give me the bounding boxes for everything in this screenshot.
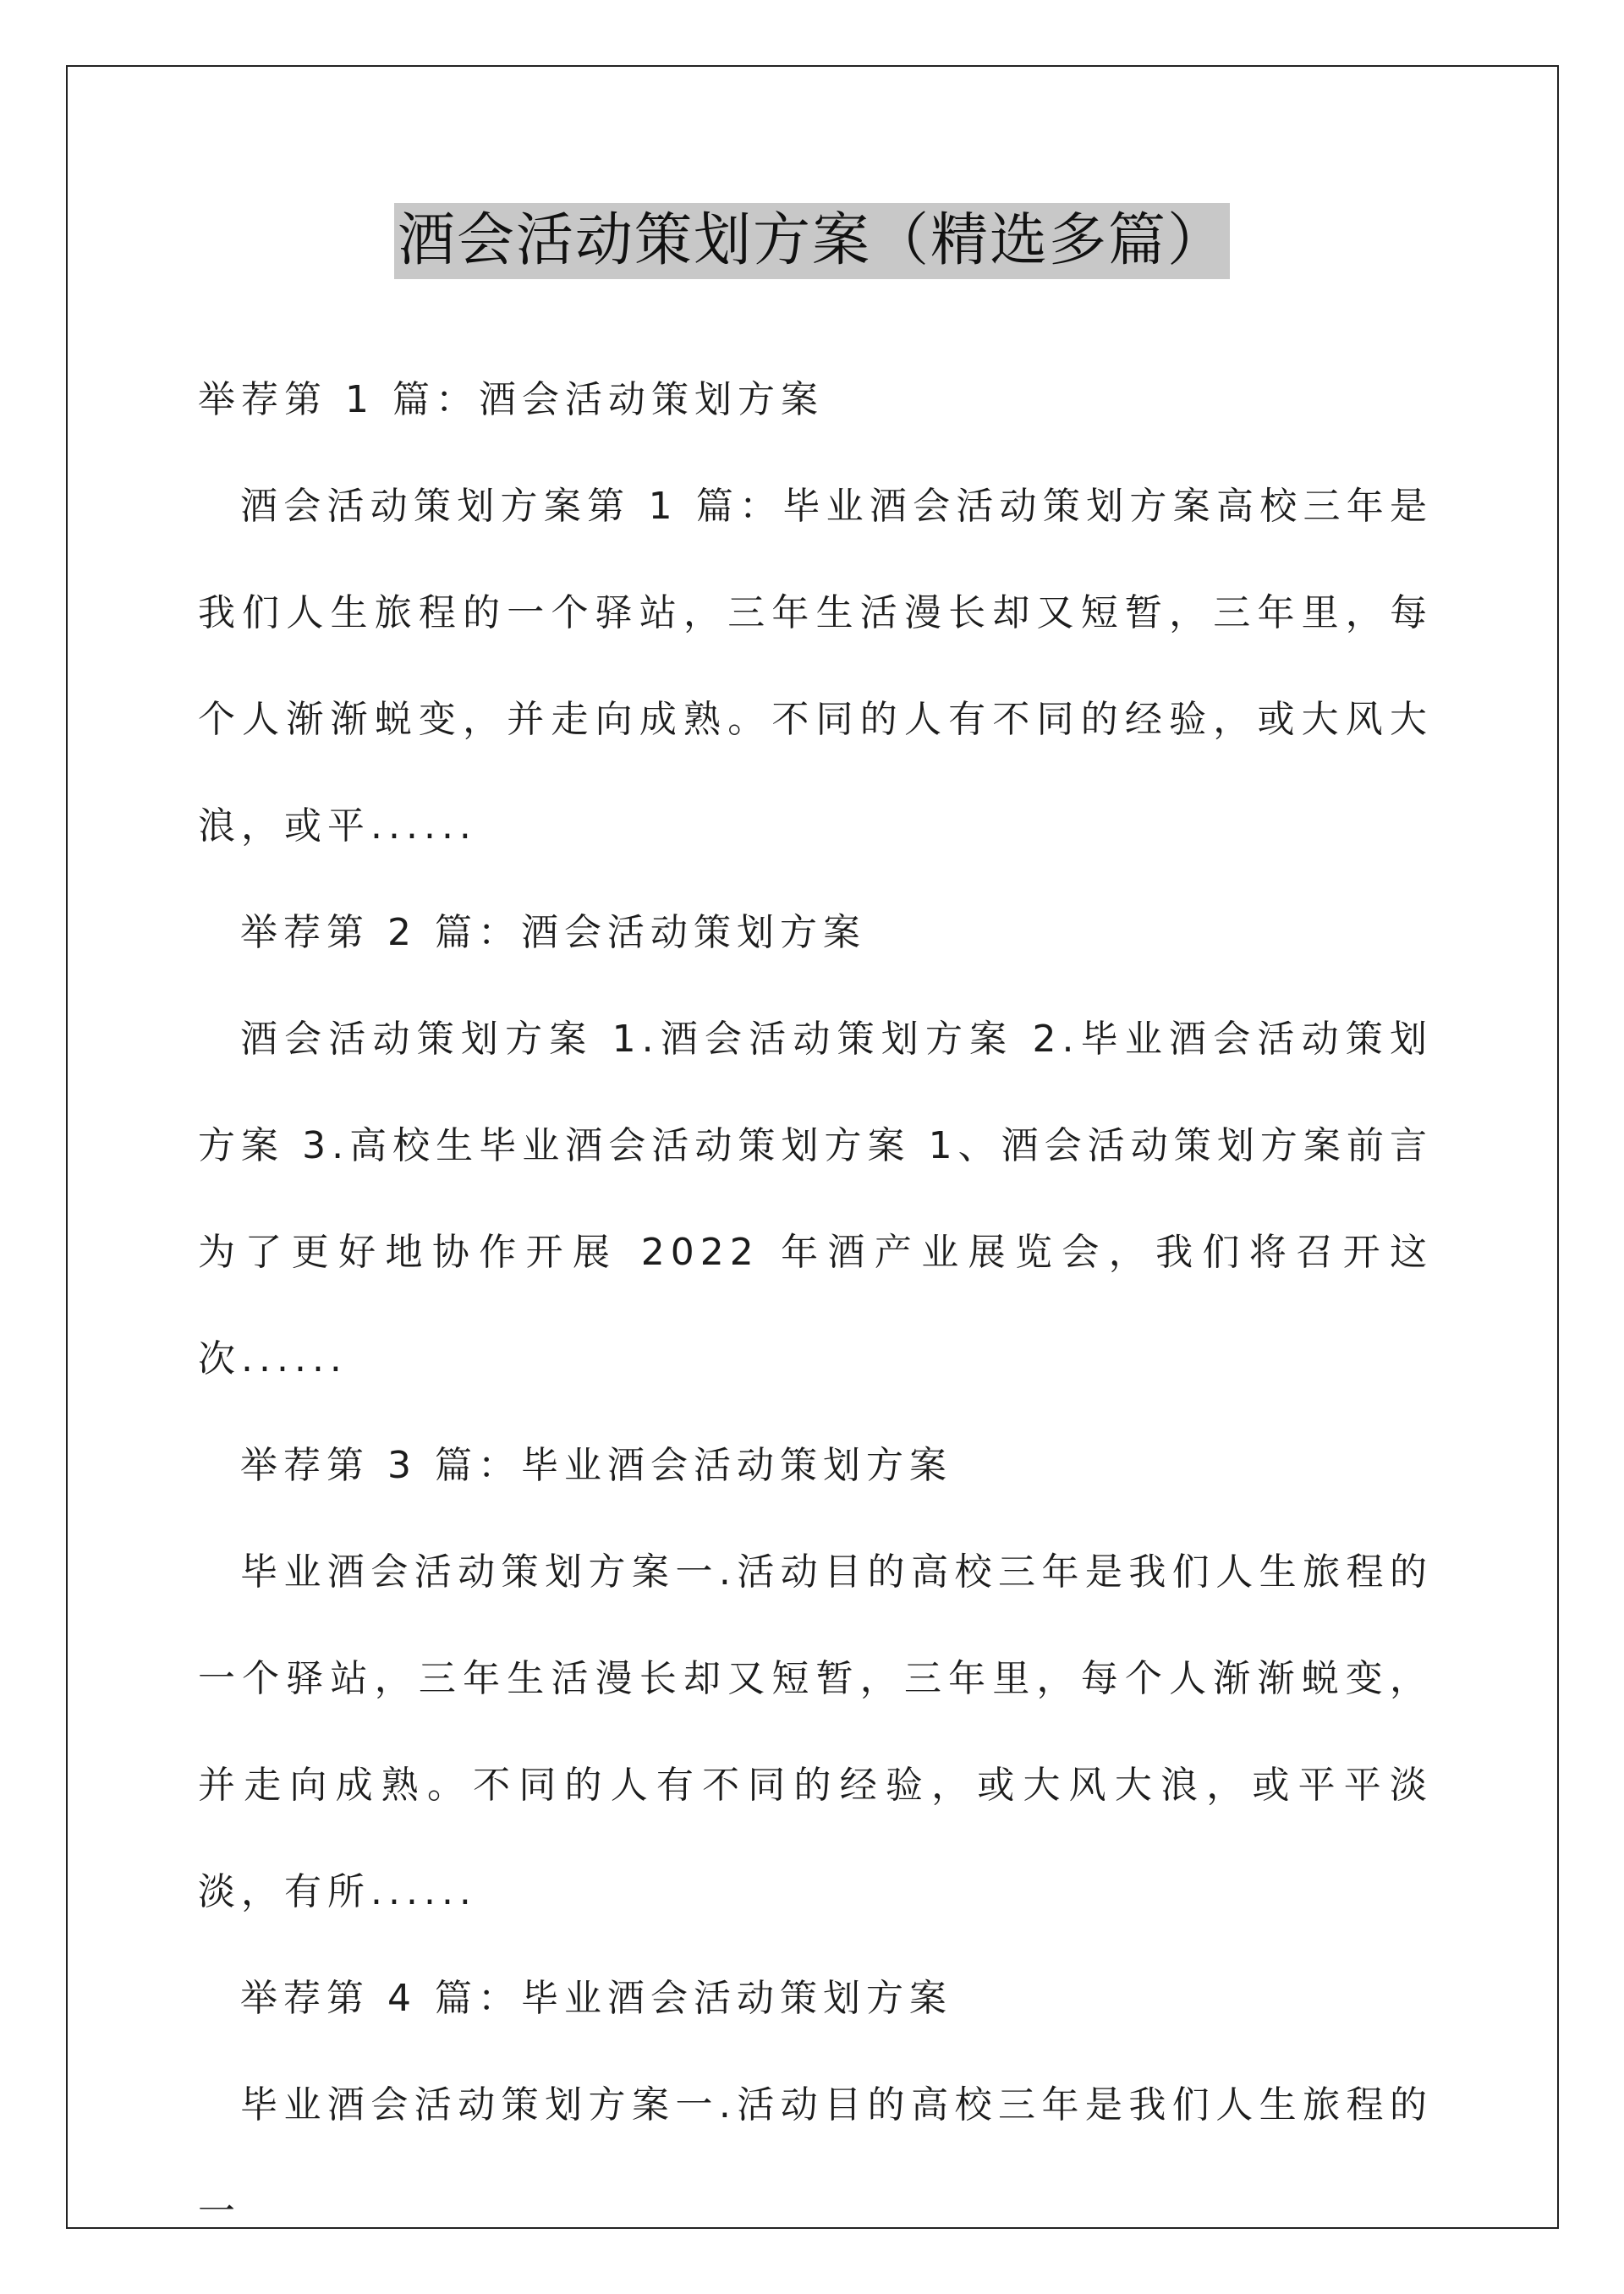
paragraph-4: 毕业酒会活动策划方案一.活动目的高校三年是我们人生旅程的一	[198, 2083, 1433, 2233]
paragraph-3: 毕业酒会活动策划方案一.活动目的高校三年是我们人生旅程的一个驿站，三年生活漫长却又短暂，三年里，每个人渐渐蜕变，并走向成熟。不同的人有不同的经验，或大风大浪，或平平淡淡，有所......	[198, 1550, 1433, 1913]
paragraph-2: 酒会活动策划方案 1.酒会活动策划方案 2.毕业酒会活动策划方案 3.高校生毕业酒会活动策划方案 1、酒会活动策划方案前言 为了更好地协作开展 2022 年酒产业展览会，我们将召开这次......	[198, 1018, 1433, 1380]
heading-recommend-2: 举荐第 2 篇：酒会活动策划方案	[240, 911, 866, 954]
heading-recommend-4: 举荐第 4 篇：毕业酒会活动策划方案	[240, 1977, 952, 2020]
heading-recommend-1: 举荐第 1 篇：酒会活动策划方案	[198, 378, 824, 421]
paragraph-1: 酒会活动策划方案第 1 篇：毕业酒会活动策划方案高校三年是我们人生旅程的一个驿站，三年生活漫长却又短暂，三年里，每个人渐渐蜕变，并走向成熟。不同的人有不同的经验，或大风大浪，或平......	[198, 485, 1433, 848]
document-title: 酒会活动策划方案（精选多篇）	[394, 203, 1230, 279]
heading-recommend-3: 举荐第 3 篇：毕业酒会活动策划方案	[240, 1444, 952, 1487]
title-container	[0, 203, 1624, 279]
document-body	[198, 347, 1433, 2265]
